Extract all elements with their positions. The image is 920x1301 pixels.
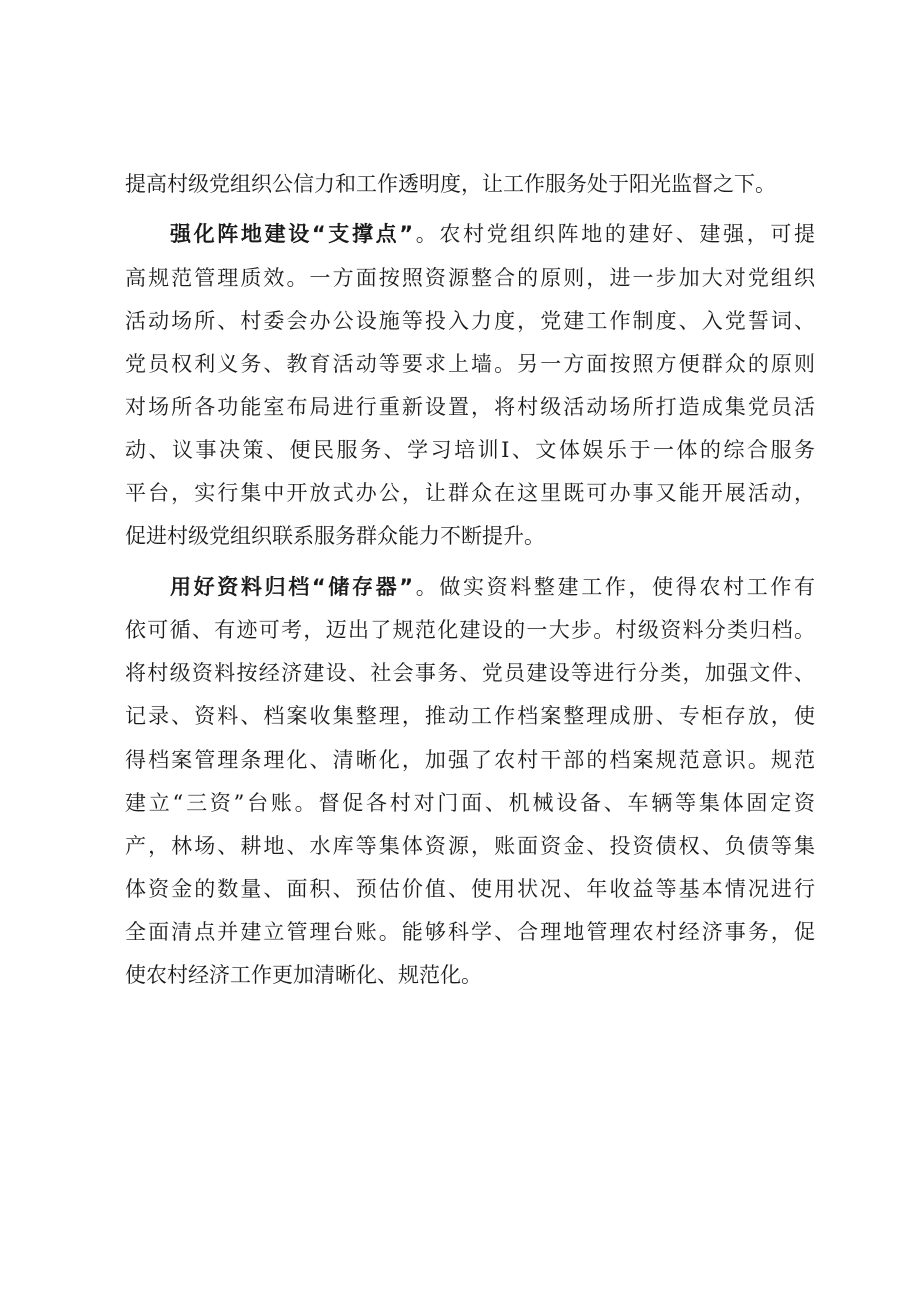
paragraph-2-line: 依可循、有迹可考，迈出了规范化建设的一大步。村级资料分类归档。: [125, 618, 815, 642]
paragraph-2-line: 建立“三资”台账。督促各村对门面、机械设备、车辆等集体固定资: [125, 791, 815, 815]
paragraph-2-line: 记录、资料、档案收集整理，推动工作档案整理成册、专柜存放，使: [125, 704, 815, 728]
paragraph-1-line: 高规范管理质效。一方面按照资源整合的原则，进一步加大对党组织: [125, 266, 815, 290]
paragraph-1-line: 活动场所、村委会办公设施等投入力度，党建工作制度、入党誓词、: [125, 309, 815, 333]
paragraph-2-first-line-text: 。做实资料整建工作，使得农村工作有: [413, 575, 815, 599]
paragraph-2-line: 得档案管理条理化、清晰化，加强了农村干部的档案规范意识。规范: [125, 748, 815, 772]
paragraph-1-heading: 强化阵地建设“支撑点”: [170, 222, 414, 246]
paragraph-2-line: 将村级资料按经济建设、社会事务、党员建设等进行分类，加强文件、: [125, 661, 815, 685]
paragraph-1-line: 平台，实行集中开放式办公，让群众在这里既可办事又能开展活动，: [125, 481, 815, 505]
paragraph-1-line: 促进村级党组织联系服务群众能力不断提升。: [125, 524, 545, 548]
paragraph-2-heading: 用好资料归档“储存器”: [170, 575, 414, 599]
paragraph-1-line: 党员权利义务、教育活动等要求上墙。另一方面按照方便群众的原则: [125, 352, 815, 376]
paragraph-1-first-line: [170, 216, 815, 252]
paragraph-0-line: 提高村级党组织公信力和工作透明度，让工作服务处于阳光监督之下。: [125, 172, 776, 196]
paragraph-2-line: 使农村经济工作更加清晰化、规范化。: [125, 963, 482, 987]
paragraph-2-line: 全面清点并建立管理台账。能够科学、合理地管理农村经济事务，促: [125, 920, 815, 944]
paragraph-2-line: 产，林场、耕地、水库等集体资源，账面资金、投资债权、负债等集: [125, 834, 815, 858]
paragraph-1-first-line-text: 。农村党组织阵地的建好、建强，可提: [413, 222, 815, 246]
paragraph-1-line: 动、议事决策、便民服务、学习培训Ⅰ、文体娱乐于一体的综合服务: [125, 438, 815, 462]
paragraph-2-line: 体资金的数量、面积、预估价值、使用状况、年收益等基本情况进行: [125, 877, 815, 901]
paragraph-2-first-line: [170, 569, 815, 605]
paragraph-1-line: 对场所各功能室布局进行重新设置，将村级活动场所打造成集党员活: [125, 395, 815, 419]
